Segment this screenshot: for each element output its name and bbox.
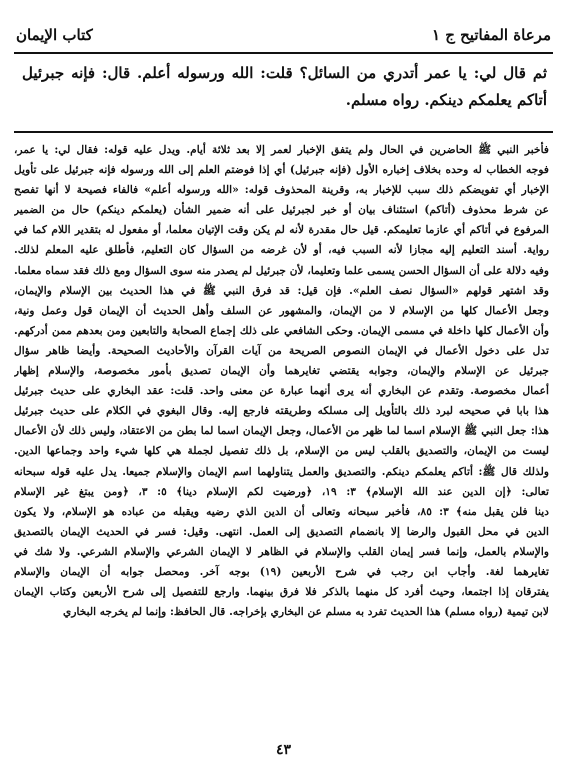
commentary-line: وأن الأعمال كلها داخلة في مسمى الإيمان. وحكى الشافعي على ذلك إجماع الصحابة والتابعين ومن بعدهم ممن أدركهم. bbox=[14, 323, 549, 337]
commentary-line: والإسلام بالعمل، وإنما فسر إيمان القلب والإسلام في الظاهر لا الإيمان الشرعي والإسلام الشرعي. ولا شك في bbox=[14, 544, 549, 558]
commentary-block bbox=[14, 140, 549, 738]
commentary-line: وجعل الأعمال كلها من الإسلام لا من الإيمان، والمشهور عن السلف وأهل الحديث أن الإيمان قول وعمل ونية، bbox=[14, 303, 549, 317]
commentary-line: تدل على دخول الأعمال في الإيمان النصوص الصريحة من آيات القرآن والأحاديث الصحيحة. وأيضا ظاهر سؤال bbox=[14, 343, 549, 357]
hadith-text-block bbox=[22, 60, 547, 126]
commentary-line: هذا: جعل النبي ﷺ الإسلام اسما لما ظهر من الأعمال، وجعل الإيمان اسما لما بطن من الاعتقاد، وليس ذلك لأن الأعمال bbox=[14, 424, 549, 438]
commentary-line: عن شرط محذوف (أتاكم) استئناف بيان أو خبر لجبرئيل على أنه ضمير الشأن (يعلمكم دينكم) حال من الضمير bbox=[14, 203, 549, 217]
commentary-line: الدين في محل القبول والرضا إلا بانضمام التصديق إلى العمل. انتهى. وقيل: فسر في الحديث الإيمان بالتصديق bbox=[14, 524, 549, 538]
commentary-line: يفترقان إذا اجتمعا، وحيث أفرد كل منهما بالذكر فلا فرق بينهما. وارجع للتفصيل إلى شرح الأربعين وكتاب الإيمان bbox=[14, 585, 549, 599]
commentary-line: فأخبر النبي ﷺ الحاضرين في الحال ولم يتفق الإخبار لعمر إلا بعد ثلاثة أيام. ويدل عليه قوله: فقال لي: يا عمر، bbox=[14, 143, 549, 156]
commentary-line: فوجه الخطاب له وحده بخلاف إخباره الأول (فإنه جبرئيل) أي إذا فوضتم العلم إلى الله ورسوله فإنه جبرئيل على تأويل bbox=[14, 163, 549, 177]
commentary-line: ليست من الإيمان، والتصديق بالقلب ليس من الإسلام، بل ذلك تفصيل لجملة هي كلها شيء واحد وجماعها الدين. bbox=[14, 444, 549, 458]
book-title: مرعاة المفاتيح ج ١ bbox=[431, 26, 551, 44]
page-number: ٤٣ bbox=[275, 742, 292, 758]
commentary-line: وقد اشتهر قولهم «السؤال نصف العلم». فإن قيل: قد فرق النبي ﷺ في هذا الحديث بين الإسلام والإيمان، bbox=[14, 283, 549, 297]
commentary-line: ولذلك قال ﷺ: أتاكم يعلمكم دينكم. والتصديق والعمل يتناولهما اسم الإيمان والإسلام جميعا. يدل عليه قوله سبحانه bbox=[14, 464, 549, 478]
commentary-line: المرفوع في أتاكم أي عازما تعليمكم. قيل حال مقدرة لأنه لم يكن وقت الإتيان معلما، أو مفعول له بتقدير اللام كما في bbox=[14, 223, 549, 237]
running-header bbox=[16, 20, 551, 50]
commentary-line: الإخبار أي تفويضكم ذلك سبب للإخبار به، وقرينة المحذوف قوله: «الله ورسوله أعلم» فالفاء فصيحة لا أنها تفصح bbox=[14, 183, 549, 197]
chapter-title: كتاب الإيمان bbox=[16, 26, 93, 44]
commentary-line: دينا فلن يقبل منه﴾ ٣: ٨٥، فأخبر سبحانه وتعالى أن الدين الذي رضيه ويقبله من عباده هو الإسلام، ولا يكون bbox=[14, 504, 549, 518]
hadith-text: ثم قال لي: يا عمر أتدري من السائل؟ قلت: الله ورسوله أعلم. قال: فإنه جبرئيل أتاكم يعلمكم دينكم. رواه مسلم. bbox=[22, 64, 547, 109]
commentary-line: تغايرهما لغة. وأجاب ابن رجب في شرح الأربعين (١٩) بوجه آخر. ومحصل جوابه أن الإيمان والإسلام bbox=[14, 564, 549, 578]
commentary-line: جبرئيل عن الإسلام والإيمان، وجوابه يقتضي تغايرهما وأن الإيمان تصديق بأمور مخصوصة، والإسلام إظهار bbox=[14, 364, 549, 378]
header-divider bbox=[14, 52, 553, 54]
commentary-line: تعالى: ﴿إن الدين عند الله الإسلام﴾ ٣: ١٩، ﴿ورضيت لكم الإسلام دينا﴾ ٥: ٣، ﴿ومن يبتغ غير الإسلام bbox=[14, 484, 549, 498]
commentary-line: لابن تيمية (رواه مسلم) هذا الحديث تفرد به مسلم عن البخاري بإخراجه. قال الحافظ: وإنما لم يخرجه البخاري bbox=[62, 605, 549, 619]
commentary-line: هذا بابا في صحيحه لبرد ذلك بالتأويل إلى مسلكه وطريقته فارجع إليه. وقال البغوي في الكلام على حديث جبرئيل bbox=[14, 404, 549, 418]
section-divider bbox=[14, 131, 553, 133]
commentary-line: رواية. أسند التعليم إليه مجازا لأنه السبب فيه، أو لأن غرضه من السؤال كان التعليم، فأطلق عليه المعلم لذلك. bbox=[14, 243, 549, 257]
commentary-line: أعمال مخصوصة. وتقدم عن البخاري أنه يرى أنهما عبارة عن معنى واحد. قلت: عقد البخاري على حديث جبرئيل bbox=[14, 384, 549, 398]
commentary-line: وفيه دلالة على أن السؤال الحسن يسمى علما وتعليما، لأن جبرئيل لم يصدر منه سوى السؤال ومع ذلك فقد سماه معلما. bbox=[14, 263, 549, 277]
